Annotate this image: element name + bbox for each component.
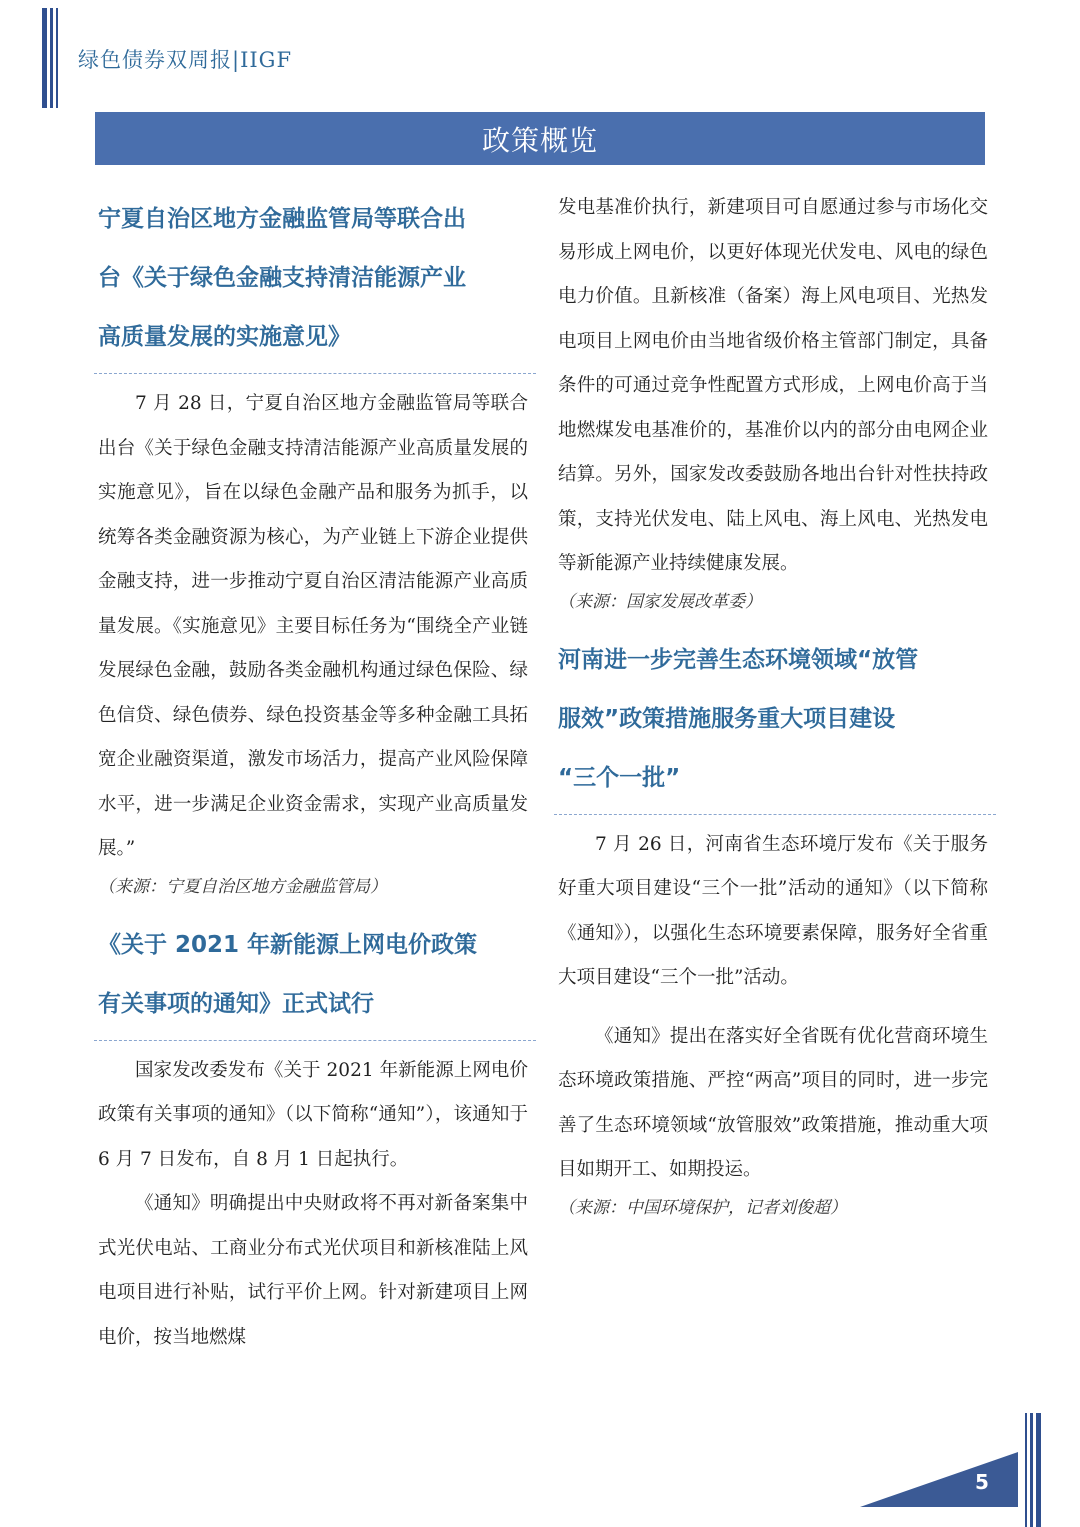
- section-title: 政策概览: [481, 123, 598, 157]
- article-heading: [558, 631, 988, 808]
- section-banner: [95, 112, 985, 165]
- article-paragraph: 《通知》提出在落实好全省既有优化营商环境生态环境政策措施、严控“两高”项目的同时，进一步完善了生态环境领域“放管服效”政策措施，推动重大项目如期开工、如期投运。: [558, 1025, 988, 1180]
- article-new-energy-price-continued: [558, 186, 988, 617]
- publication-title: 绿色债券双周报|IIGF: [78, 48, 293, 72]
- article-paragraph: 《通知》明确提出中央财政将不再对新备案集中式光伏电站、工商业分布式光伏项目和新核准陆上风电项目进行补贴，试行平价上网。针对新建项目上网电价，按当地燃煤: [98, 1193, 528, 1348]
- heading-line: “三个一批”: [558, 764, 681, 791]
- heading-line: 河南进一步完善生态环境领域“放管: [558, 646, 919, 673]
- article-source: （来源：中国环境保护，记者刘俊超）: [558, 1197, 847, 1218]
- article-paragraph: 7 月 26 日，河南省生态环境厅发布《关于服务好重大项目建设“三个一批”活动的通知》（以下简称《通知》），以强化生态环境要素保障，服务好全省重大项目建设“三个一批”活动。: [558, 833, 988, 988]
- dashed-divider: [94, 1040, 536, 1041]
- footer-decoration-bars: [1025, 1413, 1045, 1527]
- right-column: [558, 186, 988, 1231]
- dashed-divider: [554, 814, 996, 815]
- header-decoration-bars: [42, 8, 62, 108]
- article-new-energy-price: [98, 916, 528, 1361]
- left-column: [98, 190, 528, 1360]
- heading-line: 台《关于绿色金融支持清洁能源产业: [98, 265, 466, 291]
- article-source: （来源：国家发展改革委）: [558, 591, 762, 612]
- article-henan: [558, 631, 988, 1223]
- heading-line: 服效”政策措施服务重大项目建设: [558, 705, 896, 732]
- article-source: （来源：宁夏自治区地方金融监管局）: [98, 876, 387, 897]
- page-number: 5: [975, 1470, 989, 1494]
- heading-line: 有关事项的通知》正式试行: [98, 990, 374, 1017]
- article-paragraph: 国家发改委发布《关于 2021 年新能源上网电价政策有关事项的通知》（以下简称“通知”），该通知于 6 月 7 日发布，自 8 月 1 日起执行。: [98, 1059, 528, 1170]
- article-heading: [98, 916, 528, 1034]
- article-ningxia: [98, 190, 528, 902]
- dashed-divider: [94, 373, 536, 374]
- heading-line: 宁夏自治区地方金融监管局等联合出: [98, 206, 466, 232]
- article-paragraph: 发电基准价执行，新建项目可自愿通过参与市场化交易形成上网电价，以更好体现光伏发电、风电的绿色电力价值。且新核准（备案）海上风电项目、光热发电项目上网电价由当地省级价格主管部门制定，具备条件的可通过竞争性配置方式形成，上网电价高于当地燃煤发电基准价的，基准价以内的部分由电网企业结算。另外，国家发改委鼓励各地出台针对性扶持政策，支持光伏发电、陆上风电、海上风电、光热发电等新能源产业持续健康发展。: [558, 197, 988, 574]
- article-paragraph: 7 月 28 日，宁夏自治区地方金融监管局等联合出台《关于绿色金融支持清洁能源产业高质量发展的实施意见》，旨在以绿色金融产品和服务为抓手，以统筹各类金融资源为核心，为产业链上下游企业提供金融支持，进一步推动宁夏自治区清洁能源产业高质量发展。《实施意见》主要目标任务为“围绕全产业链发展绿色金融，鼓励各类金融机构通过绿色保险、绿色信贷、绿色债券、绿色投资基金等多种金融工具拓宽企业融资渠道，激发市场活力，提高产业风险保障水平，进一步满足企业资金需求，实现产业高质量发展。”: [98, 393, 528, 859]
- article-heading: [98, 190, 528, 367]
- heading-line: 《关于 2021 年新能源上网电价政策: [98, 931, 478, 958]
- heading-line: 高质量发展的实施意见》: [98, 324, 351, 350]
